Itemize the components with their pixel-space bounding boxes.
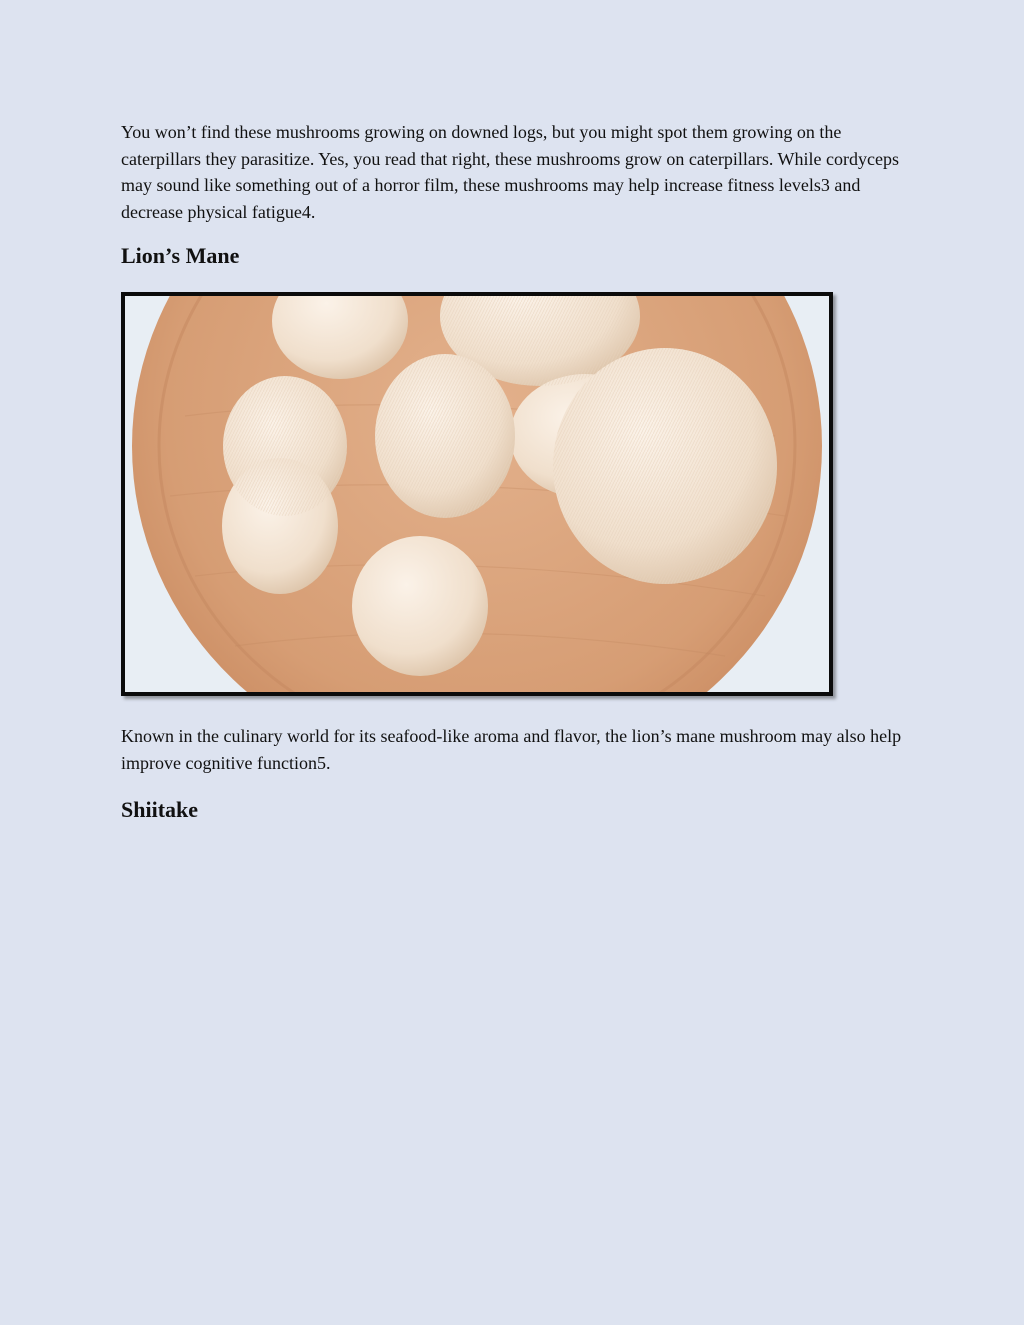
- lions-mane-heading: Lion’s Mane: [121, 243, 240, 268]
- lions-mane-photo: [121, 292, 833, 696]
- lions-mane-paragraph: Known in the culinary world for its seafood-like aroma and flavor, the lion’s mane mushroom may also help improve cognitive function5.: [121, 726, 902, 773]
- lions-mane-photo-icon: [125, 296, 829, 692]
- cordyceps-paragraph: You won’t find these mushrooms growing on downed logs, but you might spot them growing on the caterpillars they parasitize. Yes, you read that right, these mushrooms grow on caterpillars. While cordyceps may sound like something out of a horror film, these mushrooms may help increase fitness levels3 and decrease physical fatigue4.: [121, 122, 899, 222]
- shiitake-heading: Shiitake: [121, 797, 199, 822]
- page-content: [121, 119, 911, 824]
